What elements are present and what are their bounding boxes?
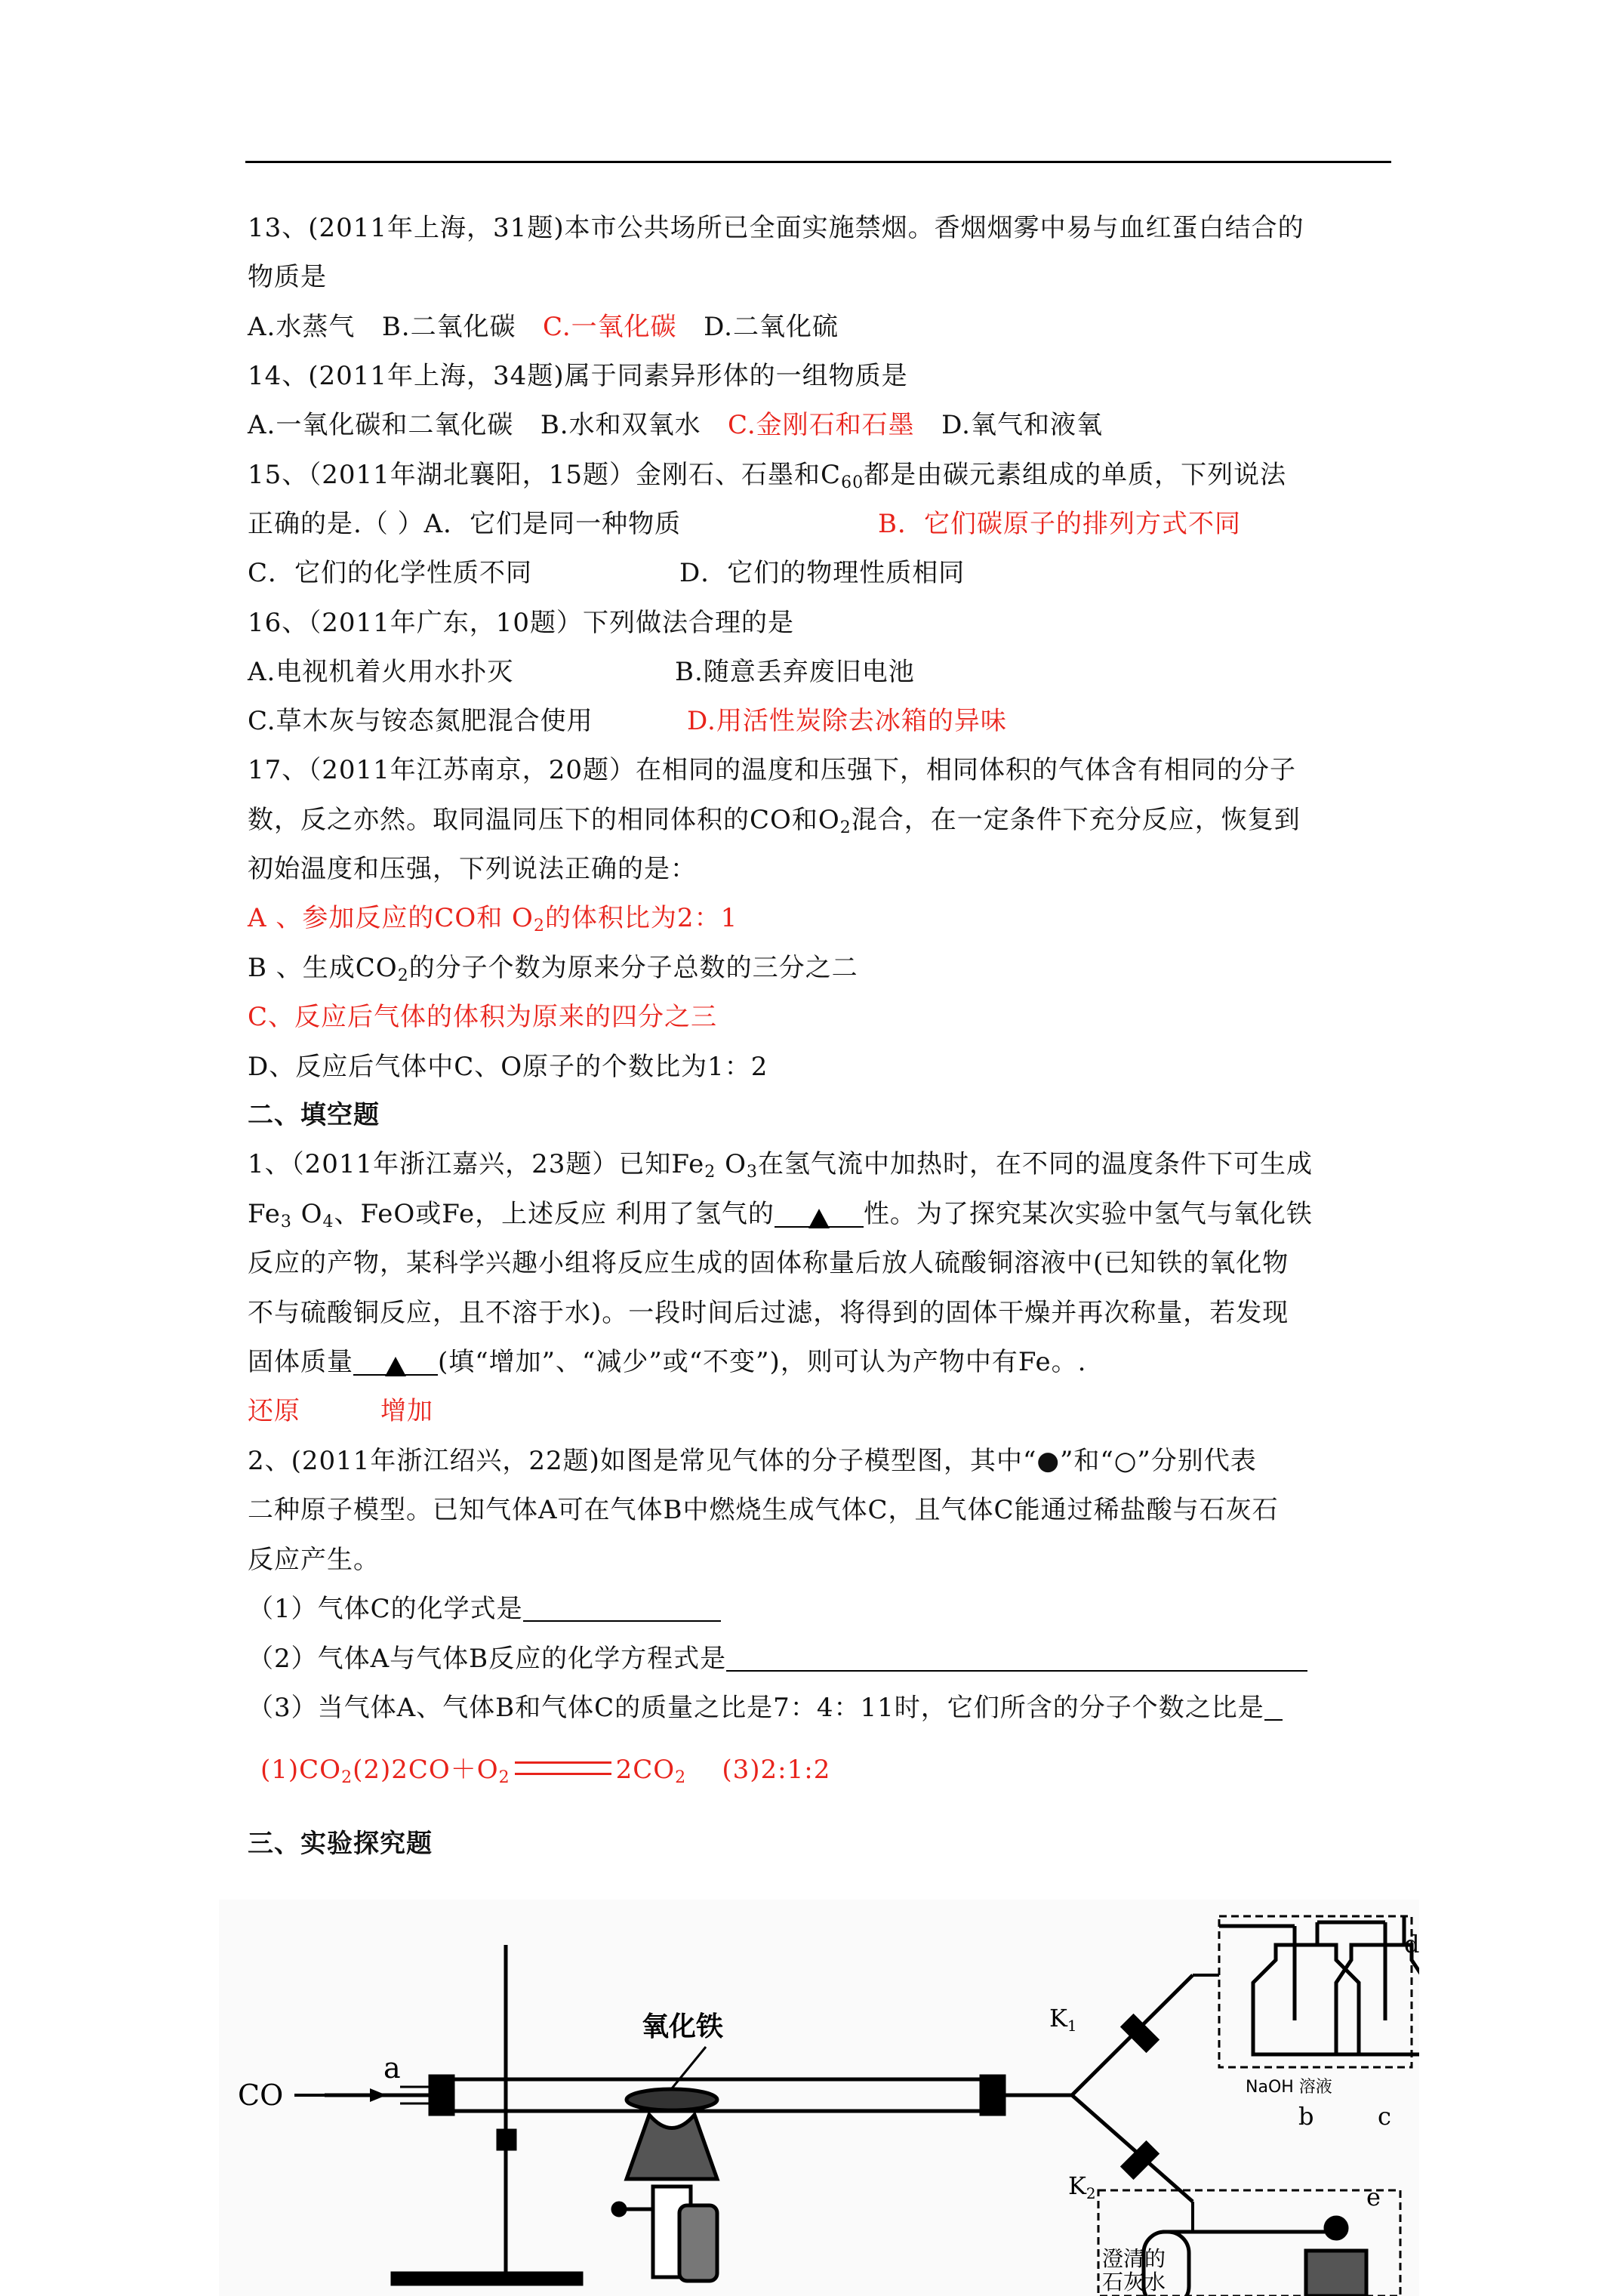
q13-option-d: D.二氧化硫 — [704, 312, 839, 342]
f2-blank-2 — [726, 1646, 1307, 1672]
section-heading-experiment: 三、实验探究题 — [248, 1829, 433, 1859]
f1-answer — [248, 1395, 433, 1428]
f2-answer: $(1)CO_2(2)2CO+O_2$ $2CO_2$ (3)2:1:2 — [260, 1755, 831, 1787]
q16-option-c: C.草木灰与铵态氮肥混合使用 — [248, 706, 593, 736]
experiment-apparatus-figure — [219, 1900, 1419, 2296]
label-limewater-2: 石灰水 — [1102, 2270, 1166, 2294]
f1-stem: 1、（2011年浙江嘉兴，23题）已知$Fe_2$ $O_3$在氢气流中加热时，在不同的温度条件下可生成 — [248, 1149, 1313, 1182]
label-e: e — [1366, 2183, 1381, 2211]
header-rule — [245, 161, 1391, 163]
f2-stem-cont2: 反应产生。 — [248, 1545, 380, 1575]
q16-options-row1 — [248, 655, 915, 689]
label-a: a — [383, 2051, 401, 2085]
q14-option-b: B.水和双氧水 — [540, 410, 701, 440]
q13-stem-cont: 物质是 — [248, 262, 327, 292]
f2-sub-question-2: （2）气体A与气体B反应的化学方程式是 — [248, 1642, 1307, 1675]
section-heading-fill-blank: 二、填空题 — [248, 1100, 380, 1130]
q17-stem: 17、（2011年江苏南京，20题）在相同的温度和压强下，相同体积的气体含有相同的分子 — [248, 755, 1297, 785]
f1-answer-2: 增加 — [380, 1396, 433, 1426]
triangle-icon — [808, 1209, 830, 1228]
q17-stem-cont: 数，反之亦然。取同温同压下的相同体积的CO和$O_2$混合，在一定条件下充分反应，恢复到 — [248, 805, 1301, 837]
label-iron-oxide: 氧化铁 — [642, 2011, 724, 2042]
tail-gas-burner — [1306, 2251, 1366, 2296]
label-c: c — [1378, 2102, 1391, 2131]
q13-options — [248, 310, 839, 344]
q15-option-b-answer: B．它们碳原子的排列方式不同 — [878, 509, 1241, 539]
f1-stem-cont: $Fe_3$ $O_4$、FeO或Fe，上述反应 利用了氢气的 性。为了探究某次实验中氢气与氧化铁 — [248, 1199, 1313, 1231]
q15-options — [248, 556, 965, 590]
label-co: CO — [238, 2079, 284, 2112]
q15-stem: 15、（2011年湖北襄阳，15题）金刚石、石墨和$C_{60}$都是由碳元素组成的单质，下列说法 — [248, 460, 1287, 492]
q17-option-c-answer: C、反应后气体的体积为原来的四分之三 — [248, 1002, 718, 1032]
q17-option-b: B 、生成$CO_2$的分子个数为原来分子总数的三分之二 — [248, 953, 858, 985]
q16-options-row2 — [248, 704, 1007, 738]
q13-option-c-answer: C.一氧化碳 — [543, 312, 677, 342]
q14-stem: 14、(2011年上海，34题)属于同素异形体的一组物质是 — [248, 361, 908, 391]
q14-option-c-answer: C.金刚石和石墨 — [728, 410, 915, 440]
f1-stem-cont2: 反应的产物，某科学兴趣小组将反应生成的固体称量后放人硫酸铜溶液中(已知铁的氧化物 — [248, 1248, 1289, 1278]
q14-option-d: D.氧气和液氧 — [941, 410, 1103, 440]
q14-options — [248, 408, 1103, 442]
q15-option-c: C．它们的化学性质不同 — [248, 558, 533, 588]
f1-stem-cont4: 固体质量 (填“增加”、“减少”或“不变”)，则可认为产物中有Fe。. — [248, 1347, 1087, 1377]
f1-blank-1 — [775, 1202, 864, 1228]
q16-option-d-answer: D.用活性炭除去冰箱的异味 — [687, 706, 1007, 736]
q13-stem: 13、(2011年上海，31题)本市公共场所已全面实施禁烟。香烟烟雾中易与血红蛋白结合的 — [248, 213, 1304, 243]
label-d: d — [1404, 1930, 1419, 1959]
q17-option-a-answer: A 、参加反应的CO和 $O_2$的体积比为2：1 — [248, 903, 738, 935]
label-k2: K2 — [1068, 2171, 1096, 2202]
f2-stem: 2、(2011年浙江绍兴，22题)如图是常见气体的分子模型图，其中“●”和“○”分别代表 — [248, 1446, 1257, 1476]
q17-option-d: D、反应后气体中C、O原子的个数比为1：2 — [248, 1052, 768, 1082]
q15-option-a: 正确的是.（ ）A．它们是同一种物质 — [248, 509, 682, 539]
f1-stem-cont3: 不与硫酸铜反应，且不溶于水)。一段时间后过滤，将得到的固体干燥并再次称量，若发现 — [248, 1298, 1289, 1328]
q16-option-a: A.电视机着火用水扑灭 — [248, 657, 514, 687]
q14-option-a: A.一氧化碳和二氧化碳 — [248, 410, 514, 440]
alcohol-lamp — [679, 2205, 717, 2281]
q13-option-b: B.二氧化碳 — [381, 312, 516, 342]
triangle-icon — [385, 1357, 406, 1376]
q17-stem-cont2: 初始温度和压强，下列说法正确的是： — [248, 854, 697, 884]
label-naoh: NaOH 溶液 — [1246, 2078, 1332, 2097]
q13-option-a: A.水蒸气 — [248, 312, 356, 342]
f2-stem-cont: 二种原子模型。已知气体A可在气体B中燃烧生成气体C，且气体C能通过稀盐酸与石灰石 — [248, 1495, 1279, 1525]
reaction-arrow — [515, 1761, 611, 1775]
iron-oxide-sample — [627, 2089, 717, 2110]
q15-stem-cont — [248, 507, 1241, 541]
f1-blank-2 — [353, 1350, 438, 1376]
q15-option-d: D．它们的物理性质相同 — [679, 558, 965, 588]
figure-background — [219, 1900, 1419, 2296]
label-k1: K1 — [1049, 2004, 1077, 2035]
f2-blank-3 — [1264, 1695, 1283, 1721]
q16-stem: 16、（2011年广东，10题）下列做法合理的是 — [248, 608, 795, 638]
label-limewater-1: 澄清的 — [1102, 2246, 1166, 2271]
f2-sub-question-3: （3）当气体A、气体B和气体C的质量之比是7：4：11时，它们所含的分子个数之比是 — [248, 1691, 1283, 1724]
f1-answer-1: 还原 — [248, 1396, 300, 1426]
f2-blank-1 — [523, 1596, 721, 1622]
iron-stand-base — [393, 2273, 581, 2284]
f2-sub-question-1: （1）气体C的化学式是 — [248, 1592, 721, 1626]
q16-option-b: B.随意丢弃废旧电池 — [675, 657, 915, 687]
label-b: b — [1298, 2102, 1314, 2131]
